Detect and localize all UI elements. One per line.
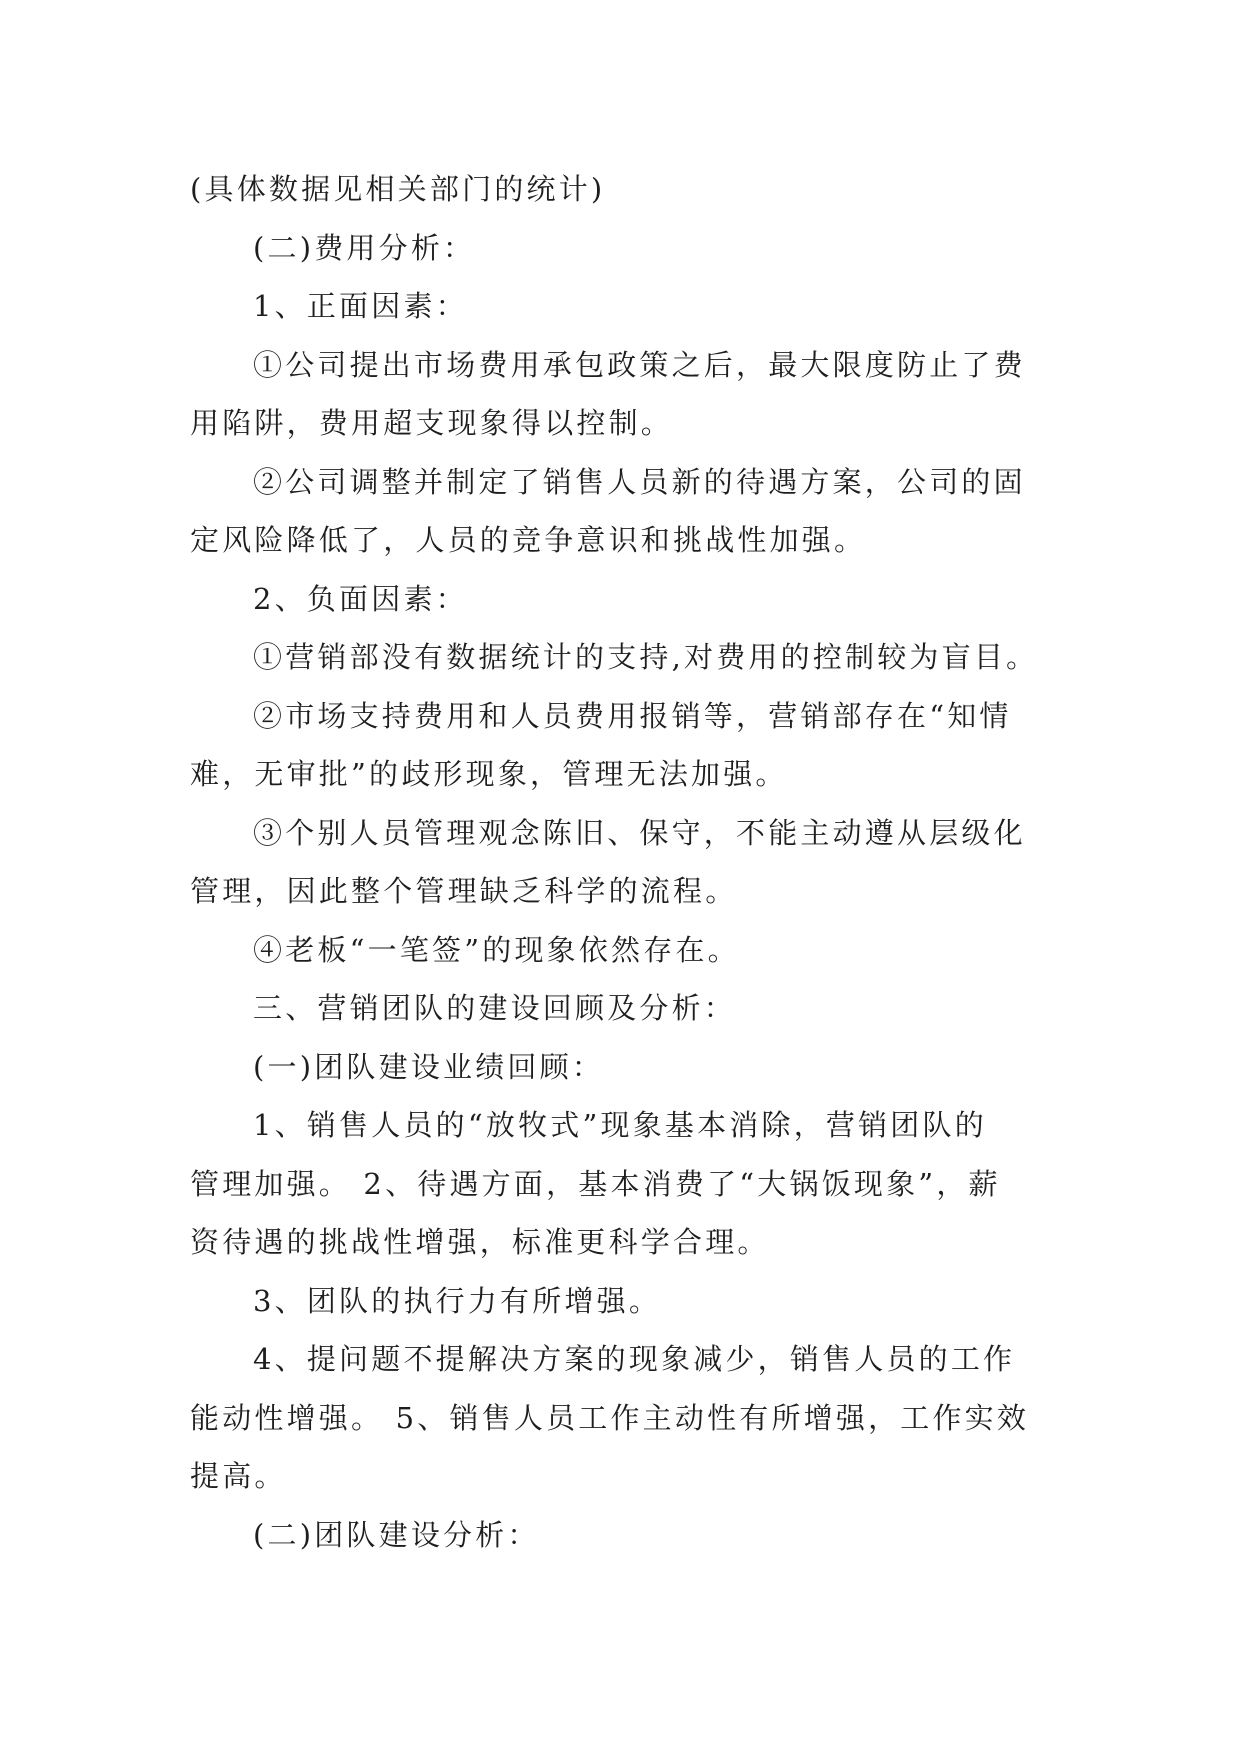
heading-negative-factors — [190, 570, 1070, 629]
text-line: 管理加强。 2、待遇方面，基本消费了“大锅饭现象”，薪 — [190, 1166, 1001, 1201]
text-line: 管理，因此整个管理缺乏科学的流程。 — [190, 874, 738, 908]
paragraph-negative-2 — [190, 687, 1070, 804]
text-line: 能动性增强。 5、销售人员工作主动性有所增强，工作实效 — [190, 1400, 1030, 1435]
text-line: 资待遇的挑战性增强，标准更科学合理。 — [190, 1225, 770, 1259]
text-line: (具体数据见相关部门的统计) — [190, 172, 606, 206]
text-line: 三、营销团队的建设回顾及分析： — [253, 991, 737, 1025]
text-line: (二)团队建设分析： — [253, 1517, 540, 1552]
heading-section-three — [190, 979, 1070, 1038]
paragraph-team-review-1 — [190, 1096, 1070, 1272]
text-line: ③个别人员管理观念陈旧、保守，不能主动遵从层级化 — [253, 815, 1026, 850]
paragraph-negative-3 — [190, 804, 1070, 921]
text-line: (二)费用分析： — [253, 230, 476, 265]
text-line: (一)团队建设业绩回顾： — [253, 1049, 605, 1084]
text-line: 1、正面因素： — [253, 289, 468, 323]
text-line: ①公司提出市场费用承包政策之后，最大限度防止了费 — [253, 347, 1026, 382]
paragraph-team-review-3 — [190, 1272, 1070, 1331]
text-line: 3、团队的执行力有所增强。 — [253, 1283, 662, 1318]
heading-team-review — [190, 1038, 1070, 1097]
paragraph-positive-1 — [190, 336, 1070, 453]
text-line: 1、销售人员的“放牧式”现象基本消除，营销团队的 — [253, 1108, 987, 1142]
paragraph-team-review-4 — [190, 1330, 1070, 1506]
heading-cost-analysis — [190, 219, 1070, 278]
document-body — [190, 160, 1070, 1564]
paragraph-note — [190, 160, 1070, 219]
text-line: ②市场支持费用和人员费用报销等，营销部存在“知情 — [253, 698, 1012, 733]
paragraph-negative-4 — [190, 921, 1070, 980]
text-line: ①营销部没有数据统计的支持,对费用的控制较为盲目。 — [253, 640, 1039, 674]
text-line: 难，无审批”的歧形现象，管理无法加强。 — [190, 757, 788, 791]
heading-team-analysis — [190, 1506, 1070, 1565]
text-line: 用陷阱，费用超支现象得以控制。 — [190, 406, 674, 440]
text-line: 提高。 — [190, 1459, 287, 1493]
text-line: 定风险降低了，人员的竞争意识和挑战性加强。 — [190, 523, 867, 557]
text-line: ②公司调整并制定了销售人员新的待遇方案，公司的固 — [253, 464, 1026, 499]
text-line: 2、负面因素： — [253, 581, 468, 616]
text-line: 4、提问题不提解决方案的现象减少，销售人员的工作 — [253, 1342, 1016, 1376]
paragraph-positive-2 — [190, 453, 1070, 570]
text-line: ④老板“一笔签”的现象依然存在。 — [253, 932, 740, 967]
heading-positive-factors — [190, 277, 1070, 336]
paragraph-negative-1 — [190, 628, 1070, 687]
